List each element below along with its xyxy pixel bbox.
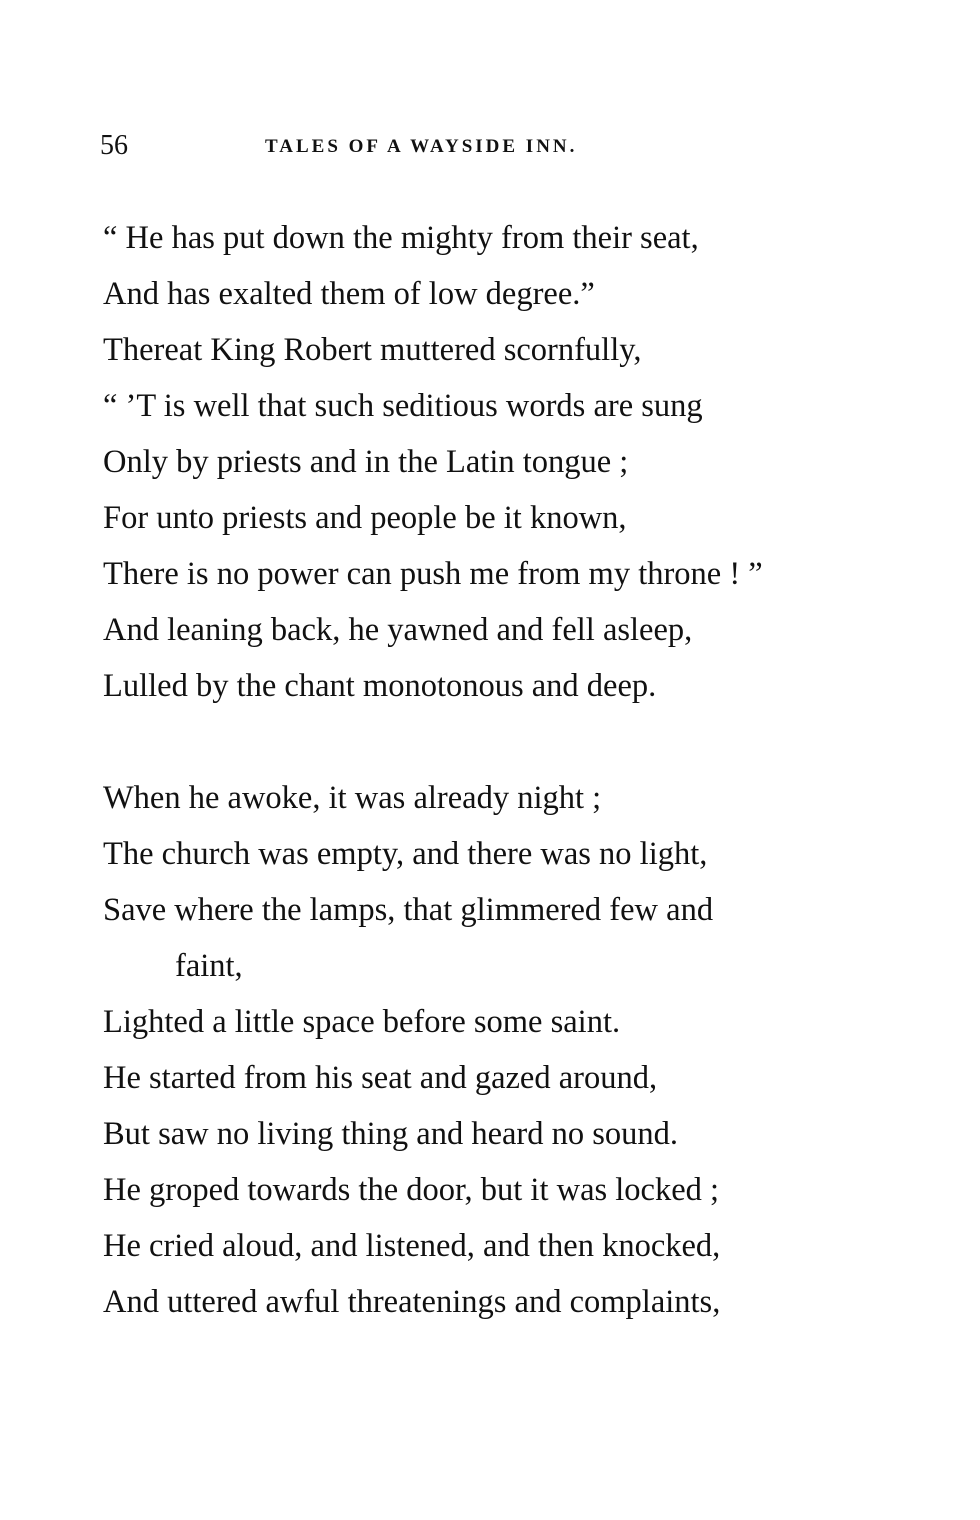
poem-line: For unto priests and people be it known,: [103, 500, 627, 536]
poem-line: Lulled by the chant monotonous and deep.: [103, 668, 657, 704]
poem-line: But saw no living thing and heard no sound.: [103, 1116, 679, 1152]
poem-line: Thereat King Robert muttered scornfully,: [103, 332, 642, 368]
running-title: TALES OF A WAYSIDE INN.: [265, 136, 578, 157]
poem-line: He started from his seat and gazed around,: [103, 1060, 658, 1096]
poem-line-continuation: faint,: [175, 948, 243, 984]
poem-line: He groped towards the door, but it was locked ;: [103, 1172, 720, 1208]
poem-line: When he awoke, it was already night ;: [103, 780, 602, 816]
poem-line: The church was empty, and there was no light,: [103, 836, 708, 872]
poem-line: “ He has put down the mighty from their seat,: [103, 220, 699, 256]
page-number: 56: [100, 130, 128, 161]
poem-line: He cried aloud, and listened, and then knocked,: [103, 1228, 721, 1264]
poem-line: Lighted a little space before some saint.: [103, 1004, 621, 1040]
running-head: [100, 128, 860, 168]
poem-line: Only by priests and in the Latin tongue ;: [103, 444, 629, 480]
stanza-2: [103, 770, 863, 1330]
poem-line: Save where the lamps, that glimmered few and: [103, 892, 714, 928]
poem-line: And uttered awful threatenings and complaints,: [103, 1284, 721, 1320]
poem-line: There is no power can push me from my throne ! ”: [103, 556, 763, 592]
poem-line: And has exalted them of low degree.”: [103, 276, 595, 312]
poem-line: And leaning back, he yawned and fell asleep,: [103, 612, 693, 648]
stanza-1: [103, 210, 863, 714]
poem-line: “ ’T is well that such seditious words are sung: [103, 388, 703, 424]
